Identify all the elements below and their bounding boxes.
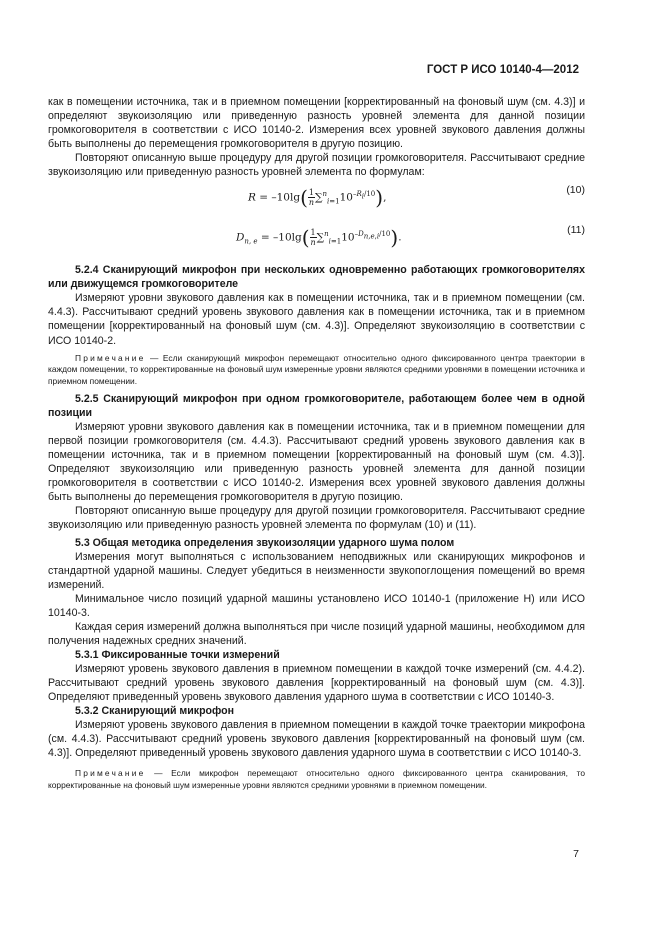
paragraph: Измеряют уровни звукового давления как в помещении источника, так и в приемном помещении (см. 4.4.3). Рассчитывают средний уровень звукового давления как в помещении источника, так и в приемном помещении [корректированный на фоновый шум (см. 4.3)]. Определяют звукоизоляцию в соответствии с ИСО 10140-2. [48,292,585,347]
note [48,768,585,791]
section-heading: 5.3 Общая методика определения звукоизоляции ударного шума полом [75,536,455,549]
paragraph: Измеряют уровень звукового давления в приемном помещении в каждой точке измерений (см. 4.4.2). Рассчитывают средний уровень звукового давления [корректированный на фоновый шум (см. 4.3)]. Определяют приведенный уровень звукового давления ударного шума в соответствии с ИСО 10140-3. [48,662,585,704]
paragraph: Каждая серия измерений должна выполняться при числе позиций ударной машины, необходимом для получения надежных средних значений. [48,620,585,647]
formula-number: (11) [567,224,585,237]
note-label: Примечание [75,352,146,363]
standard-header: ГОСТ Р ИСО 10140-4—2012 [426,64,579,76]
paragraph: Минимальное число позиций ударной машины установлено ИСО 10140-1 (приложение Н) или ИСО 10140-3. [48,592,585,619]
paragraph: как в помещении источника, так и в приемном помещении [корректированный на фоновый шум (см. 4.3)] и определяют звукоизоляцию или приведенную разность уровней элемента для данной позиции громкоговорителя в соответствии с ИСО 10140-2. Измерения всех уровней звукового давления должны быть выполнены до перемещения громкоговорителя в другую позицию. [48,96,585,151]
section-heading: 5.3.2 Сканирующий микрофон [75,705,235,718]
note-text: — Если микрофон перемещают относительно одного фиксированного центра сканирования, то корректированные на фоновый шум измеренные уровни являются средними уровнями в приемном помещении. [48,768,585,790]
formula-number: (10) [566,184,585,197]
note-text: — Если сканирующий микрофон перемещают относительно одного фиксированного центра траектории в каждом помещении, то корректированные на фоновый шум измеренные уровни являются средними уровнями в помещении источника и приемном помещении. [48,352,585,386]
formula-10 [48,183,585,215]
paragraph: Измеряют уровни звукового давления как в помещении источника, так и в приемном помещении для первой позиции громкоговорителя (см. 4.4.3). Рассчитывают средний уровень звукового давления как в помещении источника, так и в приемном помещении [корректированный на фоновый шум (см. 4.3)]. Определяют звукоизоляцию или приведенную разность уровней элемента для данной позиции громкоговорителя в соответствии с ИСО 10140-2. Измерения всех уровней звукового давления должны быть выполнены до перемещения громкоговорителя в другую позицию. [48,421,585,504]
section-heading: 5.3.1 Фиксированные точки измерений [75,648,280,661]
formula-expression: $D_{n, e} = -10\lg$( $\frac{1}{n}$ $\sum^n_{i=1}10^{-D_{n,e,i}/10}$). [236,225,402,250]
note-label: Примечание [75,768,146,779]
formula-expression: R = –10lg( $\frac{1}{n}$ $\sum^n_{i=1}10^{-R_i/10}$), [248,185,387,210]
section-heading: 5.2.4 Сканирующий микрофон при нескольких одновременно работающих громкоговорителях или движущемся громкоговорителе [48,264,585,291]
note [48,353,585,388]
page-number: 7 [573,848,579,860]
paragraph: Измеряют уровень звукового давления в приемном помещении в каждой точке траектории микрофона (см. 4.4.3). Рассчитывают средний уровень звукового давления [корректированный на фоновый шум (см. 4.3)]. Определяют приведенный уровень звукового давления ударного шума в соответствии с ИСО 10140-3. [48,719,585,760]
paragraph: Повторяют описанную выше процедуру для другой позиции громкоговорителя. Рассчитывают средние звукоизоляцию или приведенную разность уровней элемента по формулам (10) и (11). [48,505,585,532]
formula-11 [48,223,585,255]
paragraph: Измерения могут выполняться с использованием неподвижных или сканирующих микрофонов и стандартной ударной машины. Следует убедиться в неизменности звукопоглощения помещений во время измерений. [48,550,585,591]
document-body [48,95,585,796]
paragraph: Повторяют описанную выше процедуру для другой позиции громкоговорителя. Рассчитывают средние звукоизоляцию или приведенную разность уровней элемента по формулам: [48,152,585,179]
section-heading: 5.2.5 Сканирующий микрофон при одном громкоговорителе, работающем более чем в одной позиции [48,393,585,420]
